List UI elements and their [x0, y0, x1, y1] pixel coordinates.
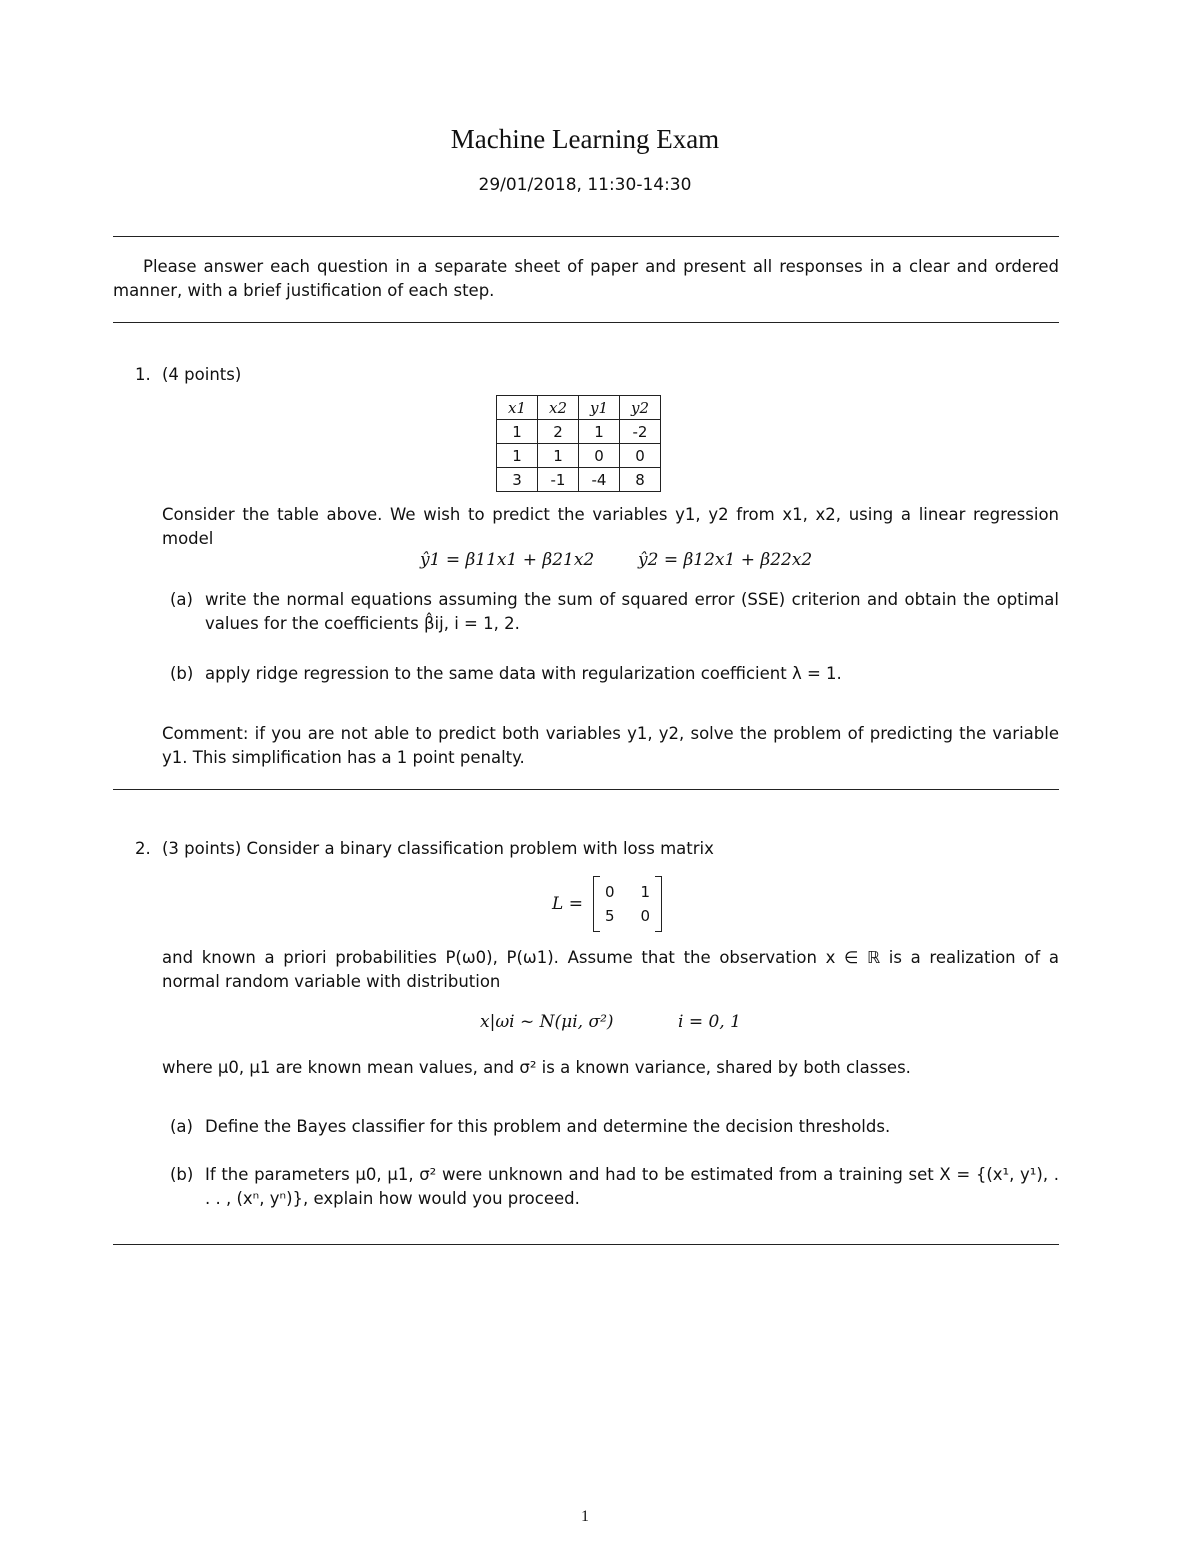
q1-equation-2: ŷ2 = β12x1 + β22x2: [638, 550, 813, 570]
q2-b-label: (b): [170, 1165, 194, 1184]
table-cell: -2: [620, 420, 661, 444]
divider: [113, 236, 1059, 237]
table-header-cell: x2: [538, 396, 579, 420]
q2-a-text: Define the Bayes classifier for this problem and determine the decision thresholds.: [205, 1117, 891, 1136]
table-cell: 1: [497, 420, 538, 444]
table-cell: 8: [620, 468, 661, 492]
table-header-row: [497, 396, 661, 420]
q2-b-text: If the parameters μ0, μ1, σ² were unknown and had to be estimated from a training set X = {(x¹, y¹), . . . , (xⁿ, yⁿ)}, explain how would you proceed.: [205, 1165, 1059, 1208]
q1-a-label: (a): [170, 590, 193, 609]
table-cell: 0: [620, 444, 661, 468]
page-number: 1: [581, 1508, 589, 1525]
loss-matrix-label: L =: [552, 894, 583, 914]
matrix-cell: 5: [604, 907, 615, 925]
table-header-cell: x1: [497, 396, 538, 420]
q2-prior-text: and known a priori probabilities P(ω0), P(ω1). Assume that the observation x ∈ ℝ is a realization of a normal random variable with distribution: [162, 948, 1059, 991]
q2-index-range: i = 0, 1: [678, 1012, 741, 1032]
table-cell: -1: [538, 468, 579, 492]
table-row: [497, 420, 661, 444]
q2-a-label: (a): [170, 1117, 193, 1136]
q1-comment: Comment: if you are not able to predict both variables y1, y2, solve the problem of predicting the variable y1. This simplification has a 1 point penalty.: [162, 724, 1059, 767]
q1-b-label: (b): [170, 664, 194, 683]
table-cell: 2: [538, 420, 579, 444]
q1-data-table: [496, 395, 661, 492]
exam-date: 29/01/2018, 11:30-14:30: [478, 175, 692, 195]
q1-equation-1: ŷ1 = β11x1 + β21x2: [420, 550, 595, 570]
table-cell: 1: [497, 444, 538, 468]
q2-distribution-equation: x|ωi ~ N(μi, σ²): [480, 1012, 614, 1032]
table-row: [497, 468, 661, 492]
q1-b-text: apply ridge regression to the same data with regularization coefficient λ = 1.: [205, 664, 842, 683]
q2-intro: (3 points) Consider a binary classification problem with loss matrix: [162, 839, 714, 858]
q1-points: (4 points): [162, 365, 242, 384]
divider: [113, 789, 1059, 790]
table-cell: -4: [579, 468, 620, 492]
matrix-cell: 0: [640, 907, 651, 925]
loss-matrix: [593, 880, 662, 928]
matrix-row: [605, 904, 650, 928]
table-cell: 1: [579, 420, 620, 444]
matrix-row: [605, 880, 650, 904]
divider: [113, 1244, 1059, 1245]
q2-where-text: where μ0, μ1 are known mean values, and σ² is a known variance, shared by both classes.: [162, 1058, 911, 1077]
table-cell: 3: [497, 468, 538, 492]
matrix-cell: 0: [604, 883, 615, 901]
table-row: [497, 444, 661, 468]
page-title: Machine Learning Exam: [450, 124, 720, 154]
loss-matrix-equation: [552, 880, 662, 928]
table-header-cell: y1: [579, 396, 620, 420]
instructions: Please answer each question in a separate sheet of paper and present all responses in a clear and ordered manner, with a brief justification of each step.: [113, 257, 1059, 300]
matrix-cell: 1: [640, 883, 651, 901]
divider: [113, 322, 1059, 323]
q1-a-text: write the normal equations assuming the sum of squared error (SSE) criterion and obtain the optimal values for the coefficients β̂ij, i = 1, 2.: [205, 590, 1059, 633]
table-header-cell: y2: [620, 396, 661, 420]
q1-number: 1.: [135, 365, 151, 384]
q2-number: 2.: [135, 839, 151, 858]
q1-intro: Consider the table above. We wish to predict the variables y1, y2 from x1, x2, using a linear regression model: [162, 505, 1059, 548]
table-cell: 1: [538, 444, 579, 468]
table-cell: 0: [579, 444, 620, 468]
